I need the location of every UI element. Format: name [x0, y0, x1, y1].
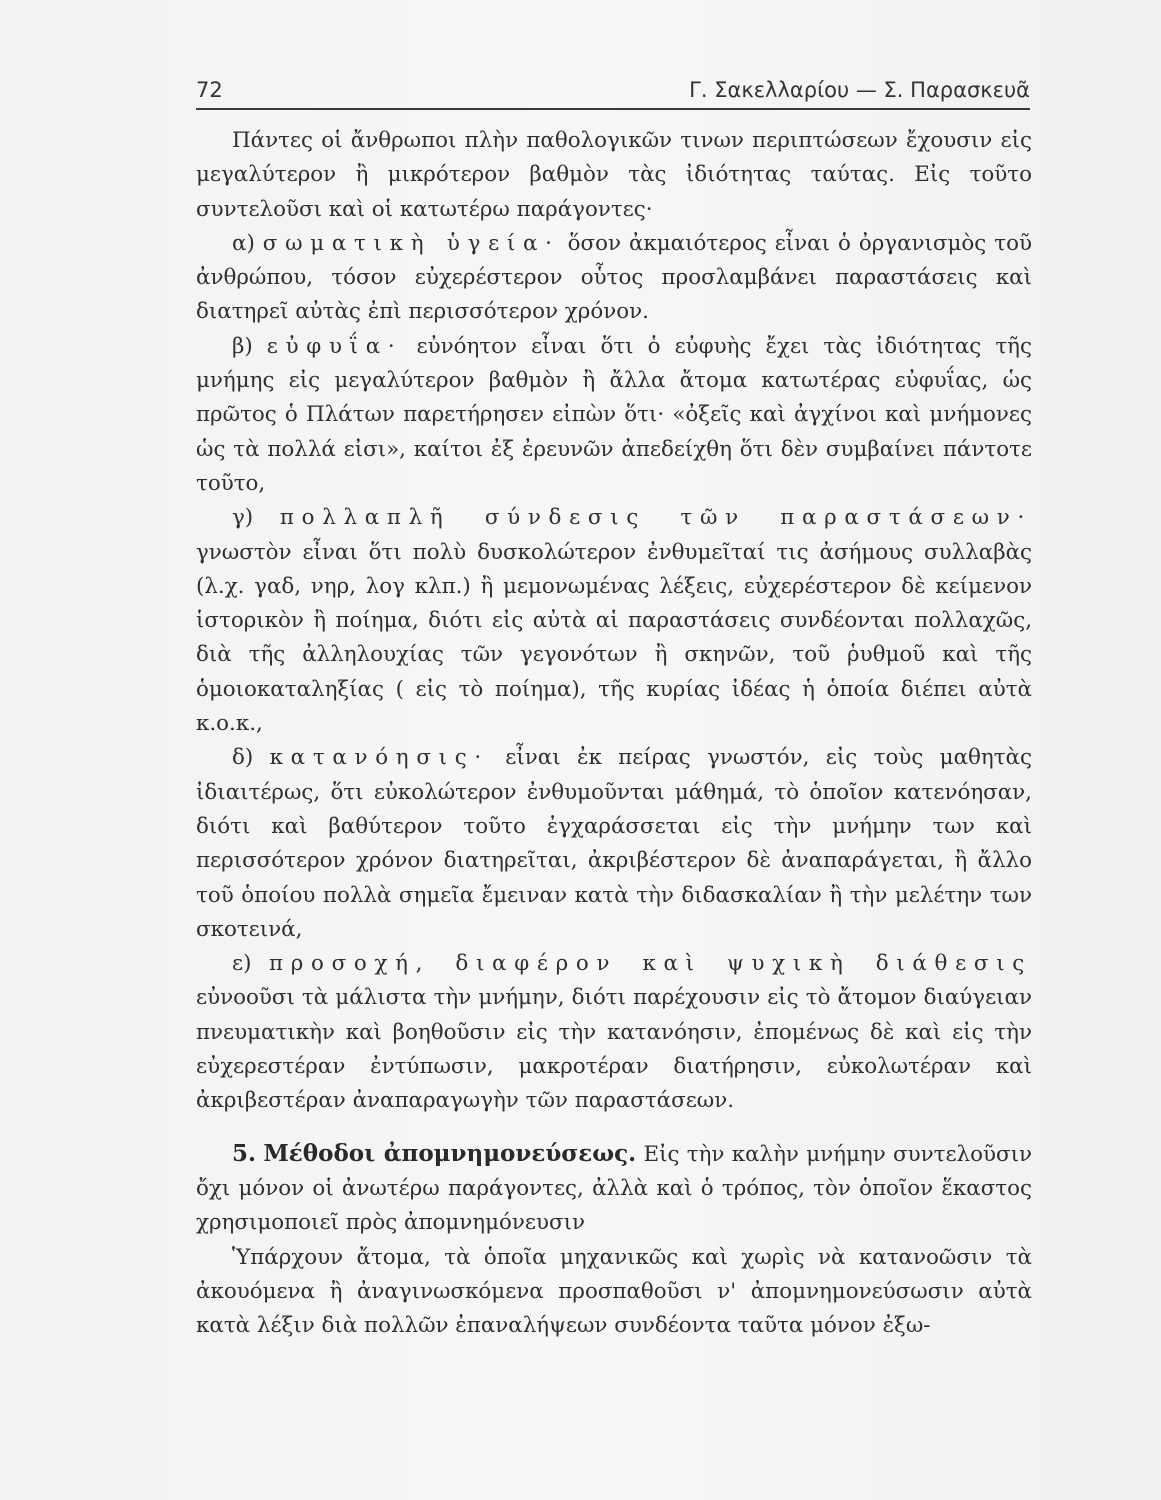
section-paragraph [196, 1137, 1032, 1241]
list-item [196, 947, 1032, 1118]
section-text: Εἰς τὴν καλὴν μνήμην συντελοῦσιν ὄχι μόνον οἱ ἀνωτέρω παράγοντες, ἀλλὰ καὶ ὁ τρόπος, τὸν ὁποῖον ἕκαστος χρησιμοποιεῖ πρὸς ἀπομνημόνευσιν [196, 1141, 1032, 1236]
section-title: Μέθοδοι ἀπομνημονεύσεως. [263, 1139, 637, 1167]
list-item [196, 501, 1032, 741]
body-text [196, 124, 1032, 1343]
item-label: γ) [232, 505, 254, 531]
item-term: κατανόησις· [269, 745, 489, 771]
running-head: Γ. Σακελλαρίου — Σ. Παρασκευᾶ [689, 78, 1030, 102]
item-text: ὅσον ἀκμαιότερος εἶναι ὁ ὀργανισμὸς τοῦ ἀνθρώπου, τόσον εὐχερέστερον οὗτος προσλαμβάνει παραστάσεις καὶ διατηρεῖ αὐτὰς ἐπὶ περισσότερον χρόνον. [196, 230, 1032, 325]
item-label: ε) [232, 951, 252, 977]
list-item [196, 227, 1032, 330]
page-number: 72 [196, 78, 223, 102]
section-number: 5. [232, 1139, 257, 1167]
item-text: εἶναι ἐκ πείρας γνωστόν, εἰς τοὺς μαθητὰς ἰδιαιτέρως, ὅτι εὐκολώτερον ἐνθυμοῦνται μάθημά, τὸ ὁποῖον κατενόησαν, διότι καὶ βαθύτερον τοῦτο ἐγχαράσσεται εἰς τὴν μνήμην των καὶ περισσότερον χρόνον διατηρεῖται, ἀκριβέστερον δὲ ἀναπαράγεται, ἢ ἄλλο τοῦ ὁποίου πολλὰ σημεῖα ἔμειναν κατὰ τὴν διδασκαλίαν ἢ τὴν μελέτην των σκοτεινά, [196, 745, 1032, 942]
item-label: β) [232, 333, 253, 359]
item-label: δ) [232, 745, 254, 771]
item-text: γνωστὸν εἶναι ὅτι πολὺ δυσκολώτερον ἐνθυμεῖταί τις ἀσήμους συλλαβὰς (λ.χ. γαδ, νηρ, λογ κλπ.) ἢ μεμονωμένας λέξεις, εὐχερέστερον δὲ κείμενον ἱστορικὸν ἢ ποίημα, διότι εἰς αὐτὰ αἱ παραστάσεις συνδέονται πολλαχῶς, διὰ τῆς ἀλληλουχίας τῶν γεγονότων ἢ σκηνῶν, τοῦ ῥυθμοῦ καὶ τῆς ὁμοιοκαταληξίας ( εἰς τὸ ποίημα), τῆς κυρίας ἰδέας ἡ ὁποία διέπει αὐτὰ κ.ο.κ., [196, 539, 1032, 737]
list-item [196, 741, 1032, 947]
intro-paragraph: Πάντες οἱ ἄνθρωποι πλὴν παθολογικῶν τινων περιπτώσεων ἔχουσιν εἰς μεγαλύτερον ἢ μικρότερον βαθμὸν τὰς ἰδιότητας ταύτας. Εἰς τοῦτο συντελοῦσι καὶ οἱ κατωτέρω παράγοντες· [196, 128, 1032, 222]
item-term: πολλαπλῆ σύνδεσις τῶν παραστάσεων· [279, 505, 1032, 531]
item-text: εὐνοοῦσι τὰ μάλιστα τὴν μνήμην, διότι παρέχουσιν εἰς τὸ ἄτομον διαύγειαν πνευματικὴν καὶ βοηθοῦσιν εἰς τὴν κατανόησιν, ἐπομένως δὲ καὶ εἰς τὴν εὐχερεστέραν ἐντύπωσιν, μακροτέραν διατήρησιν, εὐκολωτέραν καὶ ἀκριβεστέραν ἀναπαραγωγὴν τῶν παραστάσεων. [196, 985, 1032, 1114]
page-header [196, 74, 1030, 110]
closing-paragraph: Ὑπάρχουν ἄτομα, τὰ ὁποῖα μηχανικῶς καὶ χωρὶς νὰ κατανοῶσιν τὰ ἀκουόμενα ἢ ἀναγινωσκόμενα προσπαθοῦσι ν' ἀπομνημονεύσωσιν αὐτὰ κατὰ λέξιν διὰ πολλῶν ἐπαναλήψεων συνδέοντα ταῦτα μόνον ἐξω- [196, 1244, 1032, 1339]
item-term: σωματικὴ ὑγεία· [262, 230, 560, 256]
item-label: α) [232, 230, 255, 256]
item-text: εὐνόητον εἶναι ὅτι ὁ εὐφυὴς ἔχει τὰς ἰδιότητας τῆς μνήμης εἰς μεγαλύτερον βαθμὸν ἢ ἄλλα ἄτομα κατωτέρας εὐφυΐας, ὡς πρῶτος ὁ Πλάτων παρετήρησεν εἰπὼν ὅτι· «ὀξεῖς καὶ ἀγχίνοι καὶ μνήμονες ὡς τὰ πολλά εἰσι», καίτοι ἐξ ἐρευνῶν ἀπεδείχθη ὅτι δὲν συμβαίνει πάντοτε τοῦτο, [196, 333, 1032, 496]
list-item [196, 330, 1032, 501]
item-term: εὐφυΐα· [266, 333, 403, 359]
item-term: προσοχή, διαφέρον καὶ ψυχικὴ διάθεσις [268, 951, 1032, 977]
